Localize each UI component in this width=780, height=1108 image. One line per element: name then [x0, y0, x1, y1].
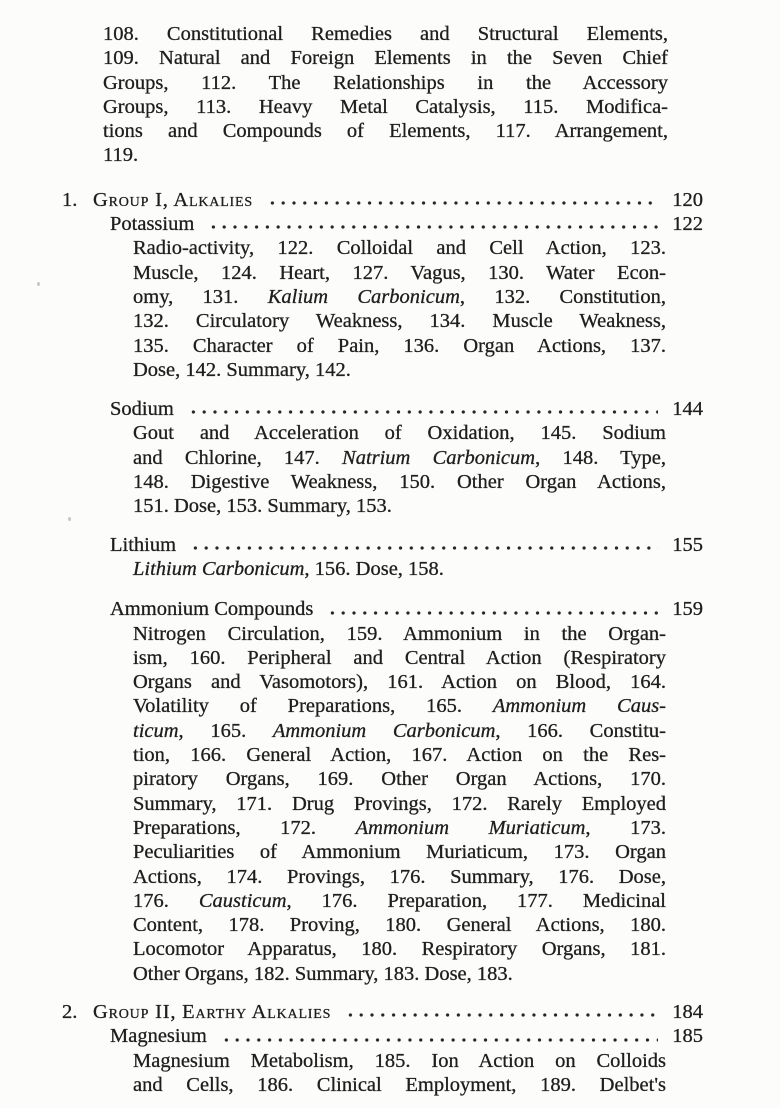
latin-name-italic: Ammonium Caus- [492, 695, 667, 718]
text-segment: piratory Organs, 169. Other Organ Actions, 170. [133, 768, 666, 791]
text-segment: and Chlorine, 147. [133, 446, 343, 469]
text-segment: , 156. Dose, 158. [304, 557, 444, 580]
toc-detail-ammonium-compounds [133, 622, 666, 986]
text-segment: Radio-activity, 122. Colloidal and Cell Action, 123. [133, 237, 666, 260]
toc-section-group-1 [0, 188, 780, 986]
text-segment: Muscle, 124. Heart, 127. Vagus, 130. Water Econ- [133, 261, 666, 284]
toc-text-line [133, 334, 666, 358]
group-number: 2. [62, 1000, 78, 1023]
page-number: 159 [672, 598, 703, 621]
toc-text-line [133, 285, 666, 309]
latin-name-italic: Ammonium Carbonicum [272, 719, 496, 742]
text-segment: 108. Constitutional Remedies and Structural Elements, [103, 23, 668, 45]
text-segment: Content, 178. Proving, 180. General Actions, 180. [133, 914, 666, 937]
toc-text-line [133, 743, 666, 767]
text-segment: 119. [103, 144, 139, 167]
toc-subentry-sodium [110, 397, 703, 421]
toc-text-line [133, 557, 666, 581]
group-number: 1. [62, 188, 78, 211]
page-number: 144 [672, 398, 703, 421]
text-segment: Preparations, 172. [133, 816, 356, 839]
latin-name-italic: Kalium Carbonicum [267, 285, 460, 308]
toc-text-line [133, 358, 666, 382]
text-segment: Gout and Acceleration of Oxidation, 145. Sodium [133, 422, 666, 445]
dotted-leader [325, 597, 658, 621]
text-segment: , 165. [178, 719, 273, 742]
subentry-title: Lithium [110, 533, 177, 556]
toc-group-entry [62, 188, 703, 212]
toc-continuation-paragraph [103, 22, 668, 168]
toc-text-line [133, 937, 666, 961]
toc-text-line [133, 622, 666, 646]
group-title: Group I, Alkalies [93, 188, 253, 211]
text-segment: , 173. [585, 816, 666, 839]
text-segment: 135. Character of Pain, 136. Organ Actions, 137. [133, 334, 666, 357]
dotted-leader [343, 1000, 658, 1024]
toc-text-line [133, 470, 666, 494]
toc-text-line [133, 421, 666, 445]
text-segment: Organs and Vasomotors), 161. Action on Blood, 164. [133, 671, 666, 694]
toc-text-line [133, 913, 666, 937]
text-segment: tion, 166. General Action, 167. Action on the Res- [133, 744, 666, 767]
toc-text-line [133, 494, 666, 518]
text-segment: tions and Compounds of Elements, 117. Arrangement, [103, 120, 668, 143]
subentry-title: Potassium [110, 213, 195, 236]
group-title: Group II, Earthy Alkalies [93, 1000, 332, 1023]
toc-text-line [133, 840, 666, 864]
latin-name-italic: Natrium Carbonicum [342, 446, 536, 469]
text-segment: Actions, 174. Provings, 176. Summary, 176. Dose, [133, 865, 666, 888]
toc-text-line [133, 670, 666, 694]
page-number: 120 [672, 188, 703, 211]
subentry-title: Ammonium Compounds [110, 598, 314, 621]
toc-text-line [103, 119, 668, 143]
text-segment: Volatility of Preparations, 165. [133, 695, 493, 718]
scan-speck [68, 517, 71, 521]
toc-section-group-2 [0, 1000, 780, 1097]
text-segment: ism, 160. Peripheral and Central Action (Respiratory [133, 646, 666, 669]
text-segment: 151. Dose, 153. Summary, 153. [133, 495, 392, 518]
toc-text-line [133, 962, 666, 986]
dotted-leader [186, 397, 658, 421]
toc-text-line [133, 261, 666, 285]
toc-text-line [103, 22, 668, 46]
latin-name-italic: Ammonium Muriaticum [355, 816, 586, 839]
latin-name-italic: Lithium Carbonicum [133, 557, 305, 580]
dotted-leader [219, 1024, 658, 1048]
toc-text-line [133, 767, 666, 791]
text-segment: Locomotor Apparatus, 180. Respiratory Organs, 181. [133, 938, 666, 961]
latin-name-italic: ticum [133, 719, 179, 742]
toc-text-line [103, 46, 668, 70]
text-segment: Peculiarities of Ammonium Muriaticum, 173. Organ [133, 841, 666, 864]
toc-text-line [133, 865, 666, 889]
text-segment: Dose, 142. Summary, 142. [133, 358, 351, 381]
toc-text-line [133, 792, 666, 816]
dotted-leader [265, 188, 658, 212]
subentry-title: Magnesium [110, 1025, 207, 1048]
scan-speck [37, 282, 40, 286]
text-segment: , 166. Constitu- [495, 719, 666, 742]
text-segment: , 176. Preparation, 177. Medicinal [286, 889, 667, 912]
toc-detail-lithium [133, 557, 666, 581]
toc-text-line [133, 694, 666, 718]
toc-subentry-magnesium [110, 1024, 703, 1048]
toc-subentry-potassium [110, 212, 703, 236]
dotted-leader [188, 533, 658, 557]
toc-text-line [133, 309, 666, 333]
text-segment: , 148. Type, [535, 446, 666, 469]
text-segment: omy, 131. [133, 285, 268, 308]
text-segment: 176. [133, 889, 199, 912]
toc-text-line [133, 1073, 666, 1097]
toc-text-line [133, 816, 666, 840]
toc-text-line [133, 719, 666, 743]
text-segment: and Cells, 186. Clinical Employment, 189. Delbet's [133, 1073, 666, 1096]
toc-subentry-lithium [110, 533, 703, 557]
text-segment: Groups, 113. Heavy Metal Catalysis, 115. Modifica- [103, 95, 668, 118]
page-number: 122 [672, 213, 703, 236]
text-segment: Nitrogen Circulation, 159. Ammonium in the Organ- [133, 622, 666, 645]
toc-detail-sodium [133, 421, 666, 518]
text-segment: , 132. Constitution, [459, 285, 666, 308]
text-segment: 132. Circulatory Weakness, 134. Muscle Weakness, [133, 310, 666, 333]
toc-text-line [103, 95, 668, 119]
toc-text-line [133, 1049, 666, 1073]
page-number: 185 [672, 1025, 703, 1048]
toc-detail-magnesium [133, 1049, 666, 1098]
toc-text-line [103, 143, 668, 167]
toc-text-line [133, 889, 666, 913]
toc-subentry-ammonium-compounds [110, 597, 703, 621]
page-number: 155 [672, 533, 703, 556]
toc-text-line [133, 646, 666, 670]
text-segment: Summary, 171. Drug Provings, 172. Rarely Employed [133, 792, 666, 815]
toc-group-entry [62, 1000, 703, 1024]
latin-name-italic: Causticum [198, 889, 287, 912]
toc-detail-potassium [133, 236, 666, 382]
page-number: 184 [672, 1000, 703, 1023]
dotted-leader [206, 212, 658, 236]
text-segment: Groups, 112. The Relationships in the Accessory [103, 71, 668, 94]
toc-text-line [133, 236, 666, 260]
toc-text-line [133, 446, 666, 470]
text-segment: 148. Digestive Weakness, 150. Other Organ Actions, [133, 471, 666, 494]
subentry-title: Sodium [110, 398, 174, 421]
toc-text-line [103, 71, 668, 95]
text-segment: Magnesium Metabolism, 185. Ion Action on Colloids [133, 1049, 666, 1072]
text-segment: Other Organs, 182. Summary, 183. Dose, 183. [133, 962, 513, 985]
text-segment: 109. Natural and Foreign Elements in the Seven Chief [103, 47, 668, 70]
